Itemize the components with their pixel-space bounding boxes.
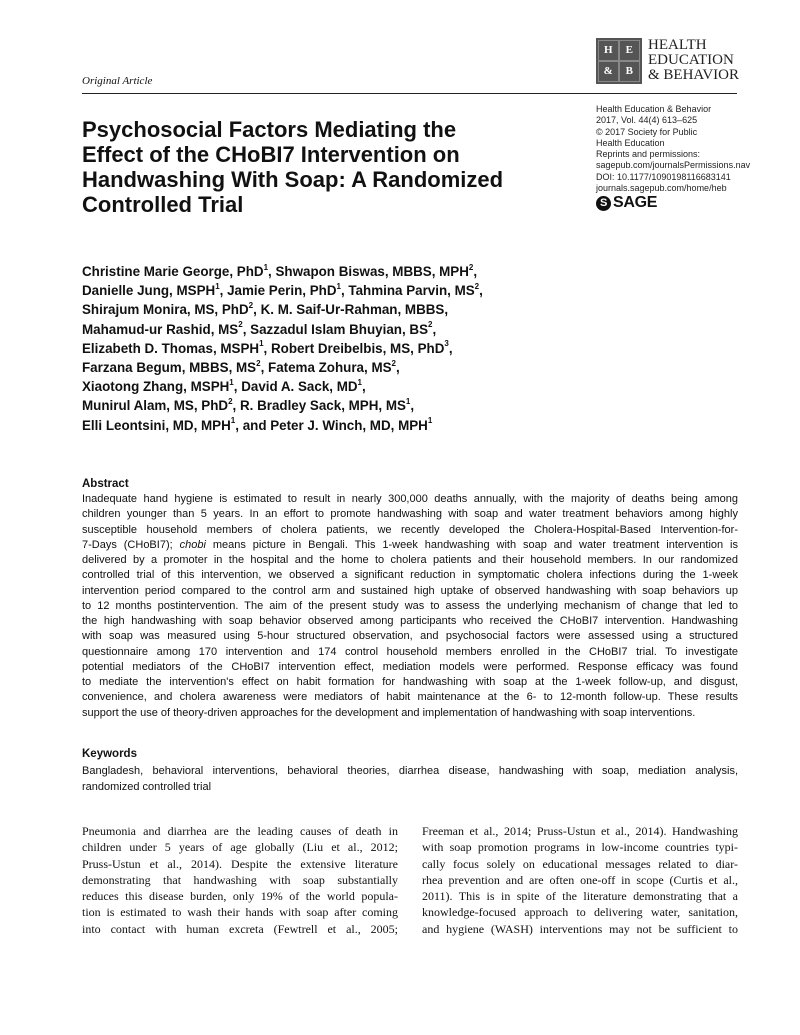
body-text-line: and hygiene (WASH) interventions may not be sufficient to — [422, 921, 738, 936]
journal-info-line[interactable]: journals.sagepub.com/home/heb — [596, 183, 727, 194]
author-name: Robert Dreibelbis, MS, PhD — [271, 340, 445, 356]
abstract-line: convenience, and cholera awareness were mediators of habit maintenance at the 6- to 12-month follow-up. These results — [82, 691, 738, 704]
abstract-line: questionnaire among 170 intervention and 174 control household members enrolled in the CHoBI7 trial. To investigate — [82, 645, 738, 658]
article-title — [82, 117, 562, 217]
journal-info-line: Health Education — [596, 137, 665, 148]
author-separator: , — [362, 379, 366, 395]
affiliation-marker: 1 — [336, 281, 341, 291]
affiliation-marker: 2 — [468, 262, 474, 272]
author-name: Mahamud-ur Rashid, MS — [82, 321, 239, 337]
sage-circle-icon: S — [596, 196, 611, 211]
journal-logo-mark — [596, 38, 642, 84]
abstract-line: delivered by a promoter in the hospital and the home to cholera patients and their household members. In our randomized — [82, 554, 738, 566]
logo-monogram-4: B — [619, 61, 640, 82]
author-separator: , — [448, 340, 453, 356]
author-name: Danielle Jung, MSPH — [82, 283, 216, 299]
author-separator: , — [260, 360, 269, 376]
body-text-line: demonstrating that handwashing with soap substantially — [82, 872, 398, 887]
abstract-line: the high handwashing with soap behavior observed among participants who received the CHoBI7 intervention. Handwashing — [82, 615, 738, 627]
body-text-line: Pneumonia and diarrhea are the leading causes of death in — [82, 824, 398, 838]
affiliation-marker: 2 — [428, 320, 433, 330]
author-name: Sazzadul Islam Bhuyian, BS — [250, 321, 429, 337]
journal-info-line: © 2017 Society for Public — [596, 126, 698, 137]
affiliation-marker: 3 — [444, 339, 449, 349]
journal-logo-line: & BEHAVIOR — [648, 67, 739, 83]
author-line — [82, 377, 552, 396]
italic-term: chobi — [179, 538, 206, 551]
affiliation-marker: 1 — [230, 416, 236, 426]
author-separator: , and — [235, 417, 271, 433]
abstract-line: controlled trial of this intervention, we observed a significant reduction in symptomatic cholera infections during the 1-week — [82, 569, 738, 582]
author-name: Farzana Begum, MBBS, MS — [82, 360, 257, 376]
title-line: Effect of the CHoBI7 Intervention on — [82, 142, 460, 167]
abstract-line: intervention period compared to the control arm and sustained high uptake of observed handwashing with soap behaviors up — [82, 584, 738, 597]
title-line: Psychosocial Factors Mediating the — [82, 117, 457, 142]
author-name: Munirul Alam, MS, PhD — [82, 398, 229, 414]
abstract-line: children younger than 5 years. In an effort to promote handwashing with soap and water treatment behaviors among highly — [82, 508, 738, 521]
abstract-line: susceptible household members of cholera patients, we recently developed the Cholera-Hospital-Based Intervention-for- — [82, 523, 738, 536]
author-name: K. M. Saif-Ur-Rahman, MBBS, — [260, 302, 449, 318]
journal-info-line[interactable]: DOI: 10.1177/1090198116683141 — [596, 171, 731, 182]
affiliation-marker: 1 — [259, 339, 264, 349]
author-separator: , — [473, 264, 478, 279]
author-separator: , — [268, 264, 276, 279]
author-name: David A. Sack, MD — [241, 379, 358, 395]
body-text-line: rhea prevention and are often one-off in scope (Curtis et al., — [422, 872, 738, 887]
abstract-line: with soap was measured using 5-hour structured observation, and psychosocial factors were assessed using a structured — [82, 630, 738, 643]
author-name: Christine Marie George, PhD — [82, 264, 264, 279]
author-line — [82, 281, 552, 300]
title-line: Controlled Trial — [82, 192, 244, 217]
affiliation-marker: 1 — [427, 416, 433, 426]
sage-wordmark: SAGE — [613, 194, 658, 211]
journal-logo-text — [648, 38, 739, 83]
author-name: Shirajum Monira, MS, PhD — [82, 302, 249, 318]
journal-info-line: 2017, Vol. 44(4) 613–625 — [596, 115, 698, 126]
header-rule — [82, 93, 737, 94]
author-name: Elli Leontsini, MD, MPH — [82, 417, 231, 433]
abstract-heading: Abstract — [82, 478, 129, 490]
abstract-line: Inadequate hand hygiene is estimated to result in nearly 300,000 deaths annually, with the majority of deaths being among — [82, 493, 738, 505]
author-separator: , — [340, 283, 349, 299]
article-type: Original Article — [82, 75, 153, 87]
affiliation-marker: 1 — [263, 262, 269, 272]
author-separator: , — [232, 398, 240, 414]
abstract-line: potential mediators of the CHoBI7 intervention effect, mediation models were performed. Response efficacy was found — [82, 660, 738, 673]
keywords-heading: Keywords — [82, 748, 137, 760]
author-separator: , — [253, 302, 261, 318]
journal-info — [596, 104, 756, 194]
body-text-line: into contact with human excreta (Fewtrell et al., 2005; — [82, 921, 398, 936]
keywords-line: randomized controlled trial — [82, 780, 212, 793]
abstract-body — [82, 492, 738, 721]
affiliation-marker: 2 — [474, 281, 480, 291]
affiliation-marker: 1 — [405, 396, 411, 406]
author-separator: , — [410, 398, 415, 414]
author-separator: , — [242, 321, 251, 337]
body-column-right — [422, 823, 738, 937]
affiliation-marker: 2 — [248, 300, 254, 310]
abstract-line: 7-Days (CHoBI7); chobi means picture in Bengali. This 1-week handwashing with soap and water treatment intervention is — [82, 538, 738, 551]
author-separator: , — [233, 379, 242, 395]
author-line — [82, 358, 552, 377]
author-name: Fatema Zohura, MS — [268, 360, 392, 376]
journal-info-line[interactable]: sagepub.com/journalsPermissions.nav — [596, 160, 751, 171]
body-text-line: tion is estimated to wash their hands with soap after coming — [82, 905, 398, 920]
author-line — [82, 339, 552, 358]
journal-info-line[interactable]: Reprints and permissions: — [596, 149, 701, 160]
sage-logo — [596, 194, 657, 212]
affiliation-marker: 1 — [357, 377, 362, 387]
author-separator: , — [395, 360, 400, 376]
affiliation-marker: 2 — [391, 358, 396, 368]
author-separator: , — [219, 283, 228, 299]
author-separator: , — [263, 340, 271, 356]
author-list — [82, 262, 552, 435]
author-name: Tahmina Parvin, MS — [348, 283, 475, 299]
author-name: Elizabeth D. Thomas, MSPH — [82, 340, 260, 356]
affiliation-marker: 1 — [215, 281, 220, 291]
body-text-line: children under 5 years of age globally (Liu et al., 2012; — [82, 840, 398, 855]
logo-monogram-1: H — [598, 40, 619, 61]
abstract-line: to 12 months postintervention. The aim of the present study was to assess the underlying mechanism of change that led to — [82, 599, 738, 612]
abstract-line: to mediate the intervention's effect on habit formation for handwashing with soap at the 1-week follow-up, and disgust, — [82, 676, 738, 688]
author-line — [82, 300, 552, 319]
affiliation-marker: 2 — [256, 358, 261, 368]
author-line — [82, 262, 552, 281]
affiliation-marker: 2 — [228, 396, 233, 406]
author-line — [82, 320, 552, 339]
abstract-line: support the use of theory-driven approaches for the development and implementation of handwashing with soap interventions. — [82, 706, 696, 719]
body-text-line: Pruss-Ustun et al., 2014). Despite the extensive literature — [82, 856, 398, 871]
logo-monogram-3: & — [598, 61, 619, 82]
body-text-line: cally focus solely on educational messages related to diar- — [422, 856, 738, 871]
body-text-line: 2011). This is in spite of the literature demonstrating that a — [422, 889, 738, 904]
author-name: Xiaotong Zhang, MSPH — [82, 379, 230, 395]
body-text-line: knowledge-focused approach to delivering water, sanitation, — [422, 905, 738, 920]
author-line — [82, 396, 552, 415]
affiliation-marker: 2 — [238, 320, 243, 330]
body-text-line: with soap promotion programs in low-income countries typi- — [422, 840, 738, 855]
journal-logo-line: EDUCATION — [648, 52, 734, 68]
author-separator: , — [479, 283, 483, 299]
body-text-line: Freeman et al., 2014; Pruss-Ustun et al., 2014). Handwashing — [422, 824, 738, 838]
logo-monogram-2: E — [619, 40, 640, 61]
body-column-left — [82, 823, 398, 937]
author-name: Peter J. Winch, MD, MPH — [270, 417, 428, 433]
affiliation-marker: 1 — [229, 377, 234, 387]
author-name: Jamie Perin, PhD — [227, 283, 337, 299]
journal-info-line: Health Education & Behavior — [596, 104, 712, 114]
title-line: Handwashing With Soap: A Randomized — [82, 167, 504, 192]
journal-logo-line: HEALTH — [648, 37, 707, 53]
author-name: Shwapon Biswas, MBBS, MPH — [275, 264, 469, 279]
keywords-body — [82, 764, 738, 795]
author-name: R. Bradley Sack, MPH, MS — [239, 398, 406, 414]
body-text-line: reduces this disease burden, only 19% of the world popula- — [82, 889, 398, 904]
keywords-line: Bangladesh, behavioral interventions, behavioral theories, diarrhea disease, handwashing with soap, mediation analysis, — [82, 765, 738, 777]
author-line — [82, 416, 552, 435]
author-separator: , — [432, 321, 437, 337]
